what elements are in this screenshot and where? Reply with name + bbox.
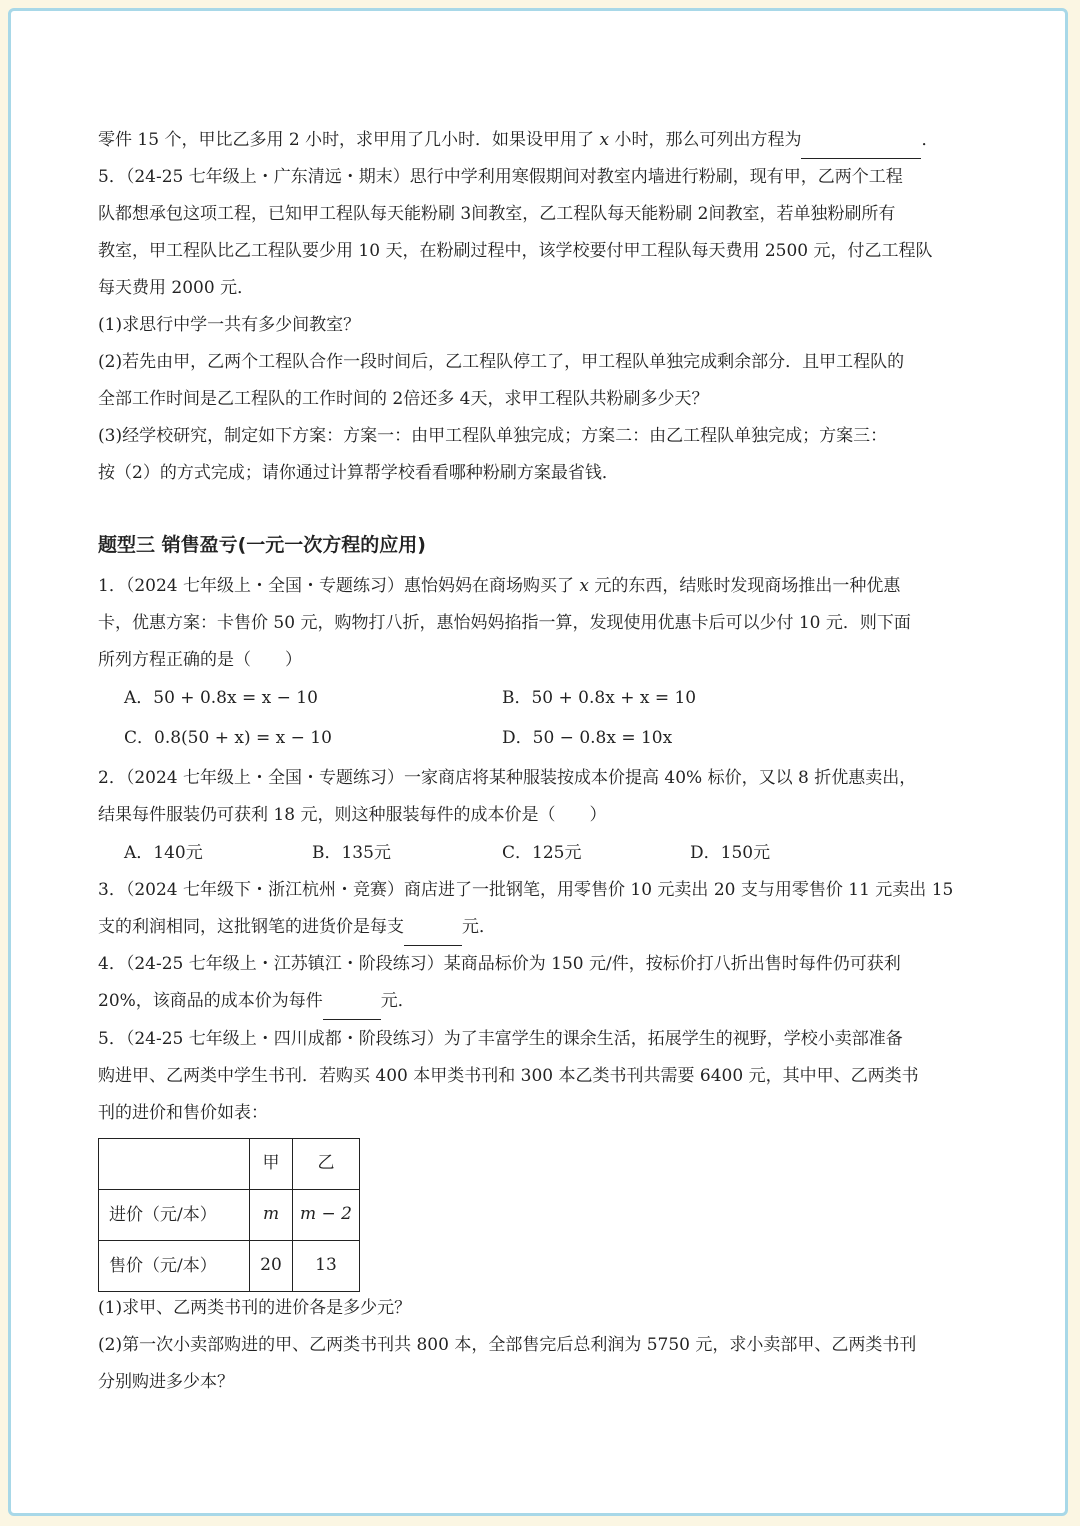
question-2: 2．（2024 七年级上・全国・专题练习）一家商店将某种服装按成本价提高 40% 标价，又以 8 折优惠卖出， xyxy=(98,768,917,788)
text-line: 刊的进价和售价如表： xyxy=(98,1103,268,1123)
text-fragment: 元． xyxy=(380,991,415,1011)
text-fragment: 零件 15 个，甲比乙多用 2 小时，求甲用了几小时．如果设甲用了 xyxy=(98,130,600,150)
table-header-jia: 甲 xyxy=(250,1139,293,1190)
option-c[interactable]: C．0.8(50 + x) = x − 10 xyxy=(124,728,332,748)
option-b[interactable]: B．135元 xyxy=(312,843,391,863)
table-row-label: 售价（元/本） xyxy=(99,1241,250,1292)
text-fragment: 元． xyxy=(462,917,496,937)
text-line xyxy=(98,983,415,1020)
option-a[interactable]: A．50 + 0.8x = x − 10 xyxy=(124,688,318,708)
table-row-label: 进价（元/本） xyxy=(99,1190,250,1241)
text-line xyxy=(98,909,496,946)
table-cell xyxy=(99,1139,250,1190)
text-line: 教室，甲工程队比乙工程队要少用 10 天，在粉刷过程中，该学校要付甲工程队每天费用 2500 元，付乙工程队 xyxy=(98,241,933,261)
cell-value: m xyxy=(262,1204,280,1224)
table-header-row xyxy=(99,1139,360,1190)
text-line xyxy=(98,122,938,159)
text-line: 按（2）的方式完成；请你通过计算帮学校看看哪种粉刷方案最省钱． xyxy=(98,463,619,483)
option-c[interactable]: C．125元 xyxy=(502,843,582,863)
text-line: 卡，优惠方案：卡售价 50 元，购物打八折，惠怡妈妈掐指一算，发现使用优惠卡后可以少付 10 元．则下面 xyxy=(98,613,911,633)
variable-x: x xyxy=(579,576,589,596)
sub-question: (1)求甲、乙两类书刊的进价各是多少元？ xyxy=(98,1298,412,1318)
text-fragment: 小时，那么可列出方程为 xyxy=(609,130,802,150)
option-d[interactable]: D．50 − 0.8x = 10x xyxy=(502,728,673,748)
sub-question: (2)若先由甲，乙两个工程队合作一段时间后，乙工程队停工了，甲工程队单独完成剩余部分．且甲工程队的 xyxy=(98,352,905,372)
option-b[interactable]: B．50 + 0.8x + x = 10 xyxy=(502,688,697,708)
table-header-yi: 乙 xyxy=(293,1139,360,1190)
text-line: 结果每件服装仍可获利 18 元，则这种服装每件的成本价是（ ） xyxy=(98,805,607,825)
table-cell xyxy=(250,1190,293,1241)
question-3: 3．（2024 七年级下・浙江杭州・竞赛）商店进了一批钢笔，用零售价 10 元卖出 20 支与用零售价 11 元卖出 15 xyxy=(98,880,954,900)
text-line: 5．（24-25 七年级上・广东清远・期末）思行中学利用寒假期间对教室内墙进行粉刷，现有甲，乙两个工程 xyxy=(98,167,903,187)
text-fragment: 元的东西，结账时发现商场推出一种优惠 xyxy=(588,576,901,596)
question-1 xyxy=(98,568,900,605)
section-title: 题型三 销售盈亏(一元一次方程的应用) xyxy=(98,534,426,556)
text-fragment: 1．（2024 七年级上・全国・专题练习）惠怡妈妈在商场购买了 xyxy=(98,576,580,596)
answer-blank[interactable] xyxy=(323,997,381,1020)
text-line: 分别购进多少本？ xyxy=(98,1372,234,1392)
question-5: 5．（24-25 七年级上・四川成都・阶段练习）为了丰富学生的课余生活，拓展学生的视野，学校小卖部准备 xyxy=(98,1029,903,1049)
cell-value: m − 2 xyxy=(300,1204,352,1224)
table-cell: 20 xyxy=(250,1241,293,1292)
sub-question: (2)第一次小卖部购进的甲、乙两类书刊共 800 本，全部售完后总利润为 5750 元，求小卖部甲、乙两类书刊 xyxy=(98,1335,917,1355)
text-fragment: ． xyxy=(921,130,939,150)
text-line: 所列方程正确的是（ ） xyxy=(98,650,302,670)
option-a[interactable]: A．140元 xyxy=(124,843,203,863)
question-4: 4．（24-25 七年级上・江苏镇江・阶段练习）某商品标价为 150 元/件，按标价打八折出售时每件仍可获利 xyxy=(98,954,901,974)
text-line: 队都想承包这项工程，已知甲工程队每天能粉刷 3间教室，乙工程队每天能粉刷 2间教室，若单独粉刷所有 xyxy=(98,204,896,224)
sub-question: (1)求思行中学一共有多少间教室？ xyxy=(98,315,361,335)
text-fragment: 20%，该商品的成本价为每件 xyxy=(98,991,323,1011)
answer-blank[interactable] xyxy=(801,134,921,159)
table-row xyxy=(99,1241,360,1292)
variable-x: x xyxy=(599,130,610,150)
text-fragment: 支的利润相同，这批钢笔的进货价是每支 xyxy=(98,917,404,937)
sub-question: (3)经学校研究，制定如下方案：方案一：由甲工程队单独完成；方案二：由乙工程队单独完成；方案三： xyxy=(98,426,888,446)
table-row xyxy=(99,1190,360,1241)
text-line: 每天费用 2000 元． xyxy=(98,278,255,298)
table-cell xyxy=(293,1190,360,1241)
text-line: 购进甲、乙两类中学生书刊．若购买 400 本甲类书刊和 300 本乙类书刊共需要 6400 元，其中甲、乙两类书 xyxy=(98,1066,919,1086)
option-d[interactable]: D．150元 xyxy=(690,843,771,863)
text-line: 全部工作时间是乙工程队的工作时间的 2倍还多 4天，求甲工程队共粉刷多少天？ xyxy=(98,389,709,409)
answer-blank[interactable] xyxy=(404,923,462,946)
price-table xyxy=(98,1138,360,1292)
table-cell: 13 xyxy=(293,1241,360,1292)
